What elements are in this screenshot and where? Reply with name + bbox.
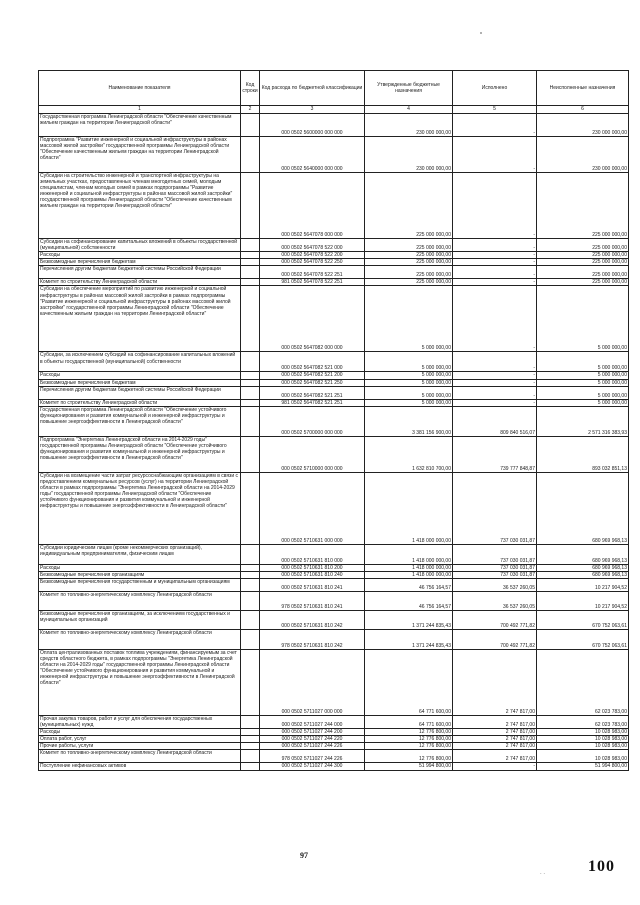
row-line-code: [241, 649, 260, 715]
row-name: Прочая закупка товаров, работ и услуг для обеспечения государственных (муниципальных) нужд: [39, 715, 241, 728]
row-name: Субсидии на возмещение части затрат ресурсоснабжающим организациям в связи с предоставлением коммунальных ресурсов (услуг) на территории Ленинградской области в рамках подпрограммы "Энергетика Ленинградской области на 2014-2029 годы" государственной программы Ленинградской области "Обеспечение устойчивого функционирования и развития коммунальной и инженерной инфраструктуры и повышение энергоэффективности в Ленинградской области": [39, 472, 241, 544]
row-executed: -: [453, 252, 537, 259]
row-approved: 5 000 000,00: [365, 379, 453, 386]
row-name: Комитет по топливно-энергетическому комплексу Ленинградской области: [39, 629, 241, 649]
row-approved: 5 000 000,00: [365, 352, 453, 372]
row-remaining: 225 000 000,00: [537, 279, 629, 286]
table-header-row: [39, 71, 629, 106]
row-name: Подпрограмма "Энергетика Ленинградской области на 2014-2029 годы" государственной программы Ленинградской области "Обеспечение устойчивого функционирования и развития коммунальной и инженерной инфраструктуры и повышение энергоэффективности в Ленинградской области": [39, 436, 241, 472]
row-name: Расходы: [39, 372, 241, 379]
table-row: [39, 472, 629, 544]
row-name: Субсидии на строительство инженерной и транспортной инфраструктуры на земельных участках, предоставленных членам многодетных семей, молодым специалистам, членам молодых семей в рамках подпрограммы "Развитие инженерной и социальной инфраструктуры в районах массовой жилой застройки" государственной программы Ленинградской области "Обеспечение качественным жильем граждан на территории Ленинградской области": [39, 173, 241, 239]
row-approved: 1 418 000 000,00: [365, 564, 453, 571]
row-name: Прочие работы, услуги: [39, 743, 241, 750]
row-name: Субсидии юридическим лицам (кроме некоммерческих организаций), индивидуальным предпринимателям, физическим лицам: [39, 544, 241, 564]
scan-speck: [480, 32, 482, 34]
row-remaining: 5 000 000,00: [537, 352, 629, 372]
row-executed: 737 030 031,87: [453, 472, 537, 544]
row-remaining: 680 969 968,13: [537, 564, 629, 571]
row-approved: 64 771 600,00: [365, 649, 453, 715]
row-executed: 2 747 817,00: [453, 715, 537, 728]
row-expense-code: 000 0502 5710631 810 200: [260, 564, 365, 571]
row-approved: 1 418 000 000,00: [365, 472, 453, 544]
row-executed: -: [453, 352, 537, 372]
row-expense-code: 000 0502 5647078 000 000: [260, 173, 365, 239]
row-expense-code: 000 0502 5710631 810 000: [260, 544, 365, 564]
row-line-code: [241, 352, 260, 372]
table-row: [39, 252, 629, 259]
row-expense-code: 000 0502 5700000 000 000: [260, 406, 365, 436]
row-executed: 737 030 031,87: [453, 564, 537, 571]
row-line-code: [241, 137, 260, 173]
row-name: Комитет по топливно-энергетическому комплексу Ленинградской области: [39, 591, 241, 610]
row-executed: 809 840 516,07: [453, 406, 537, 436]
row-remaining: 225 000 000,00: [537, 259, 629, 266]
table-row: [39, 715, 629, 728]
row-name: Государственная программа Ленинградской области "Обеспечение устойчивого функционирования и развития коммунальной и инженерной инфраструктуры и повышение энергоэффективности в Ленинградской области": [39, 406, 241, 436]
row-remaining: 10 028 983,00: [537, 750, 629, 763]
colnum-5: 5: [453, 106, 537, 114]
row-executed: 700 492 771,82: [453, 610, 537, 629]
row-line-code: [241, 750, 260, 763]
row-approved: 230 000 000,00: [365, 114, 453, 137]
row-remaining: 5 000 000,00: [537, 386, 629, 399]
row-expense-code: 981 0502 5647078 522 251: [260, 279, 365, 286]
row-remaining: 225 000 000,00: [537, 173, 629, 239]
row-expense-code: 000 0502 5711027 244 000: [260, 715, 365, 728]
row-executed: 2 747 817,00: [453, 649, 537, 715]
row-name: Безвозмездные перечисления бюджетам: [39, 259, 241, 266]
row-line-code: [241, 114, 260, 137]
table-row: [39, 173, 629, 239]
row-expense-code: 000 0502 5711027 000 000: [260, 649, 365, 715]
row-expense-code: 000 0502 5647078 522 251: [260, 266, 365, 279]
row-approved: 225 000 000,00: [365, 259, 453, 266]
row-approved: 46 756 164,57: [365, 578, 453, 591]
table-row: [39, 386, 629, 399]
table-row: [39, 629, 629, 649]
row-expense-code: 000 0502 5711027 244 226: [260, 743, 365, 750]
table-row: [39, 279, 629, 286]
colnum-1: 1: [39, 106, 241, 114]
budget-table: [38, 70, 629, 771]
row-name: Расходы: [39, 564, 241, 571]
row-expense-code: 000 0502 5647082 000 000: [260, 286, 365, 352]
row-line-code: [241, 610, 260, 629]
row-remaining: 10 217 904,52: [537, 591, 629, 610]
row-name: Оплата централизованных поставок топлива учреждениям, финансируемым за счет средств областного бюджета, в рамках подпрограммы "Энергетика Ленинградской области на 2014-2029 годы" государственной программы Ленинградской области "Обеспечение устойчивого функционирования и развития коммунальной и инженерной инфраструктуры и повышение энергоэффективности в Ленинградской области": [39, 649, 241, 715]
row-approved: 230 000 000,00: [365, 137, 453, 173]
row-approved: 12 776 800,00: [365, 736, 453, 743]
table-row: [39, 750, 629, 763]
row-remaining: 10 028 983,00: [537, 729, 629, 736]
row-remaining: 5 000 000,00: [537, 286, 629, 352]
row-executed: 2 747 817,00: [453, 743, 537, 750]
row-line-code: [241, 266, 260, 279]
header-expense-code: Код расхода по бюджетной классификации: [260, 71, 365, 106]
row-remaining: 230 000 000,00: [537, 114, 629, 137]
table-row: [39, 763, 629, 770]
row-expense-code: 000 0502 5647082 521 250: [260, 379, 365, 386]
table-row: [39, 578, 629, 591]
table-row: [39, 736, 629, 743]
row-expense-code: 000 0502 5647078 522 000: [260, 239, 365, 252]
row-name: Субсидии на обеспечение мероприятий по развитию инженерной и социальной инфраструктуры в районах массовой жилой застройки в рамках подпрограммы "Развитие инженерной и социальной инфраструктуры в районах массовой жилой застройки" государственной программы Ленинградской области "Обеспечение качественным жильем граждан на территории Ленинградской области": [39, 286, 241, 352]
row-name: Безвозмездные перечисления организациям: [39, 571, 241, 578]
colnum-4: 4: [365, 106, 453, 114]
row-executed: -: [453, 137, 537, 173]
row-approved: 12 776 800,00: [365, 750, 453, 763]
row-line-code: [241, 372, 260, 379]
row-name: Субсидии, за исключением субсидий на софинансирование капитальных вложений в объекты государственной (муниципальной) собственности: [39, 352, 241, 372]
row-remaining: 10 028 983,00: [537, 743, 629, 750]
row-executed: 36 537 260,05: [453, 578, 537, 591]
row-expense-code: 000 0502 5711027 244 200: [260, 729, 365, 736]
row-line-code: [241, 436, 260, 472]
row-expense-code: 000 0502 5711027 244 220: [260, 736, 365, 743]
row-remaining: 2 571 316 383,93: [537, 406, 629, 436]
row-name: Комитет по строительству Ленинградской области: [39, 399, 241, 406]
table-row: [39, 372, 629, 379]
row-executed: 737 030 031,87: [453, 571, 537, 578]
colnum-6: 6: [537, 106, 629, 114]
table-row: [39, 743, 629, 750]
row-approved: 3 381 156 900,00: [365, 406, 453, 436]
row-line-code: [241, 399, 260, 406]
table-row: [39, 591, 629, 610]
row-remaining: 680 969 968,13: [537, 544, 629, 564]
row-expense-code: 000 0502 5647082 521 000: [260, 352, 365, 372]
table-row: [39, 649, 629, 715]
row-approved: 12 776 800,00: [365, 743, 453, 750]
header-executed: Исполнено: [453, 71, 537, 106]
row-expense-code: 000 0502 5710631 000 000: [260, 472, 365, 544]
row-executed: -: [453, 399, 537, 406]
row-expense-code: 978 0502 5710631 810 241: [260, 591, 365, 610]
row-remaining: 680 969 968,13: [537, 472, 629, 544]
table-row: [39, 137, 629, 173]
row-remaining: 680 969 968,13: [537, 571, 629, 578]
row-line-code: [241, 279, 260, 286]
row-name: Безвозмездные перечисления организациям, за исключением государственных и муниципальных организаций: [39, 610, 241, 629]
row-approved: 225 000 000,00: [365, 173, 453, 239]
row-expense-code: 000 0502 5600000 000 000: [260, 114, 365, 137]
table-row: [39, 352, 629, 372]
row-line-code: [241, 252, 260, 259]
row-approved: 225 000 000,00: [365, 279, 453, 286]
table-row: [39, 544, 629, 564]
row-name: Подпрограмма "Развитие инженерной и социальной инфраструктуры в районах массовой жилой застройки" государственной программы Ленинградской области "Обеспечение качественным жильем граждан на территории Ленинградской области": [39, 137, 241, 173]
row-expense-code: 000 0502 5711027 244 300: [260, 763, 365, 770]
row-remaining: 225 000 000,00: [537, 252, 629, 259]
row-line-code: [241, 406, 260, 436]
row-executed: -: [453, 379, 537, 386]
row-executed: 700 492 771,82: [453, 629, 537, 649]
row-expense-code: 000 0502 5640000 000 000: [260, 137, 365, 173]
row-remaining: 670 752 063,61: [537, 610, 629, 629]
row-expense-code: 000 0502 5647078 522 200: [260, 252, 365, 259]
row-executed: -: [453, 279, 537, 286]
row-remaining: 62 023 783,00: [537, 649, 629, 715]
row-executed: -: [453, 239, 537, 252]
row-remaining: 225 000 000,00: [537, 239, 629, 252]
row-expense-code: 000 0502 5710000 000 000: [260, 436, 365, 472]
row-executed: -: [453, 114, 537, 137]
row-line-code: [241, 386, 260, 399]
row-approved: 12 776 800,00: [365, 729, 453, 736]
row-expense-code: 000 0502 5710631 810 242: [260, 610, 365, 629]
table-row: [39, 406, 629, 436]
table-row: [39, 286, 629, 352]
row-executed: -: [453, 266, 537, 279]
table-row: [39, 266, 629, 279]
row-line-code: [241, 472, 260, 544]
row-name: Комитет по топливно-энергетическому комплексу Ленинградской области: [39, 750, 241, 763]
row-name: Поступление нефинансовых активов: [39, 763, 241, 770]
row-line-code: [241, 259, 260, 266]
report-sheet: [38, 70, 628, 771]
row-remaining: 10 217 904,52: [537, 578, 629, 591]
table-row: [39, 571, 629, 578]
table-row: [39, 379, 629, 386]
row-name: Комитет по строительству Ленинградской области: [39, 279, 241, 286]
row-executed: -: [453, 259, 537, 266]
row-line-code: [241, 578, 260, 591]
row-remaining: 893 032 851,13: [537, 436, 629, 472]
row-line-code: [241, 286, 260, 352]
row-executed: -: [453, 763, 537, 770]
row-remaining: 10 028 983,00: [537, 736, 629, 743]
row-line-code: [241, 239, 260, 252]
row-line-code: [241, 564, 260, 571]
row-remaining: 230 000 000,00: [537, 137, 629, 173]
row-executed: 36 537 260,05: [453, 591, 537, 610]
row-line-code: [241, 763, 260, 770]
row-remaining: 225 000 000,00: [537, 266, 629, 279]
row-name: Расходы: [39, 729, 241, 736]
table-row: [39, 610, 629, 629]
row-line-code: [241, 729, 260, 736]
row-executed: 2 747 817,00: [453, 736, 537, 743]
table-row: [39, 436, 629, 472]
row-remaining: 62 023 783,00: [537, 715, 629, 728]
row-expense-code: 978 0502 5711027 244 226: [260, 750, 365, 763]
header-remaining: Неисполненные назначения: [537, 71, 629, 106]
row-line-code: [241, 629, 260, 649]
row-remaining: 51 994 800,00: [537, 763, 629, 770]
row-expense-code: 981 0502 5647082 521 251: [260, 399, 365, 406]
row-remaining: 5 000 000,00: [537, 379, 629, 386]
row-expense-code: 000 0502 5647078 522 250: [260, 259, 365, 266]
scan-marks: . .: [540, 870, 546, 876]
row-approved: 1 418 000 000,00: [365, 571, 453, 578]
row-approved: 5 000 000,00: [365, 286, 453, 352]
row-executed: 739 777 848,87: [453, 436, 537, 472]
row-expense-code: 000 0502 5710631 810 240: [260, 571, 365, 578]
row-expense-code: 000 0502 5647082 521 251: [260, 386, 365, 399]
row-executed: 2 747 817,00: [453, 750, 537, 763]
row-executed: -: [453, 286, 537, 352]
row-name: Безвозмездные перечисления бюджетам: [39, 379, 241, 386]
row-line-code: [241, 173, 260, 239]
row-line-code: [241, 743, 260, 750]
row-approved: 51 994 800,00: [365, 763, 453, 770]
row-line-code: [241, 544, 260, 564]
table-row: [39, 259, 629, 266]
row-executed: 737 030 031,87: [453, 544, 537, 564]
row-approved: 225 000 000,00: [365, 239, 453, 252]
row-name: Перечисления другим бюджетам бюджетной системы Российской Федерации: [39, 386, 241, 399]
row-name: Государственная программа Ленинградской области "Обеспечение качественным жильем граждан на территории Ленинградской области": [39, 114, 241, 137]
row-expense-code: 000 0502 5647082 521 200: [260, 372, 365, 379]
row-line-code: [241, 715, 260, 728]
row-executed: -: [453, 386, 537, 399]
row-approved: 225 000 000,00: [365, 266, 453, 279]
row-name: Субсидии на софинансирование капитальных вложений в объекты государственной (муниципальной) собственности: [39, 239, 241, 252]
row-approved: 225 000 000,00: [365, 252, 453, 259]
row-remaining: 5 000 000,00: [537, 399, 629, 406]
row-approved: 1 371 244 835,43: [365, 610, 453, 629]
colnum-2: 2: [241, 106, 260, 114]
column-number-row: [39, 106, 629, 114]
table-row: [39, 399, 629, 406]
header-name: Наименование показателя: [39, 71, 241, 106]
row-name: Оплата работ, услуг: [39, 736, 241, 743]
row-executed: -: [453, 173, 537, 239]
table-row: [39, 564, 629, 571]
row-expense-code: 978 0502 5710631 810 242: [260, 629, 365, 649]
row-approved: 5 000 000,00: [365, 399, 453, 406]
row-line-code: [241, 379, 260, 386]
table-body: [39, 114, 629, 771]
row-approved: 46 756 164,57: [365, 591, 453, 610]
row-approved: 5 000 000,00: [365, 386, 453, 399]
row-remaining: 5 000 000,00: [537, 372, 629, 379]
row-approved: 1 632 810 700,00: [365, 436, 453, 472]
row-line-code: [241, 736, 260, 743]
row-approved: 1 418 000 000,00: [365, 544, 453, 564]
row-approved: 5 000 000,00: [365, 372, 453, 379]
page-number: 97: [300, 851, 308, 860]
header-row-code: Код строки: [241, 71, 260, 106]
row-approved: 64 771 600,00: [365, 715, 453, 728]
table-row: [39, 729, 629, 736]
row-approved: 1 371 244 835,43: [365, 629, 453, 649]
row-name: Безвозмездные перечисления государственным и муниципальным организациям: [39, 578, 241, 591]
row-line-code: [241, 591, 260, 610]
stamp-number: 100: [588, 858, 615, 875]
colnum-3: 3: [260, 106, 365, 114]
row-line-code: [241, 571, 260, 578]
header-approved: Утвержденные бюджетные назначения: [365, 71, 453, 106]
row-name: Перечисления другим бюджетам бюджетной системы Российской Федерации: [39, 266, 241, 279]
row-expense-code: 000 0502 5710631 810 241: [260, 578, 365, 591]
table-row: [39, 239, 629, 252]
table-row: [39, 114, 629, 137]
row-executed: 2 747 817,00: [453, 729, 537, 736]
row-name: Расходы: [39, 252, 241, 259]
row-remaining: 670 752 063,61: [537, 629, 629, 649]
row-executed: -: [453, 372, 537, 379]
